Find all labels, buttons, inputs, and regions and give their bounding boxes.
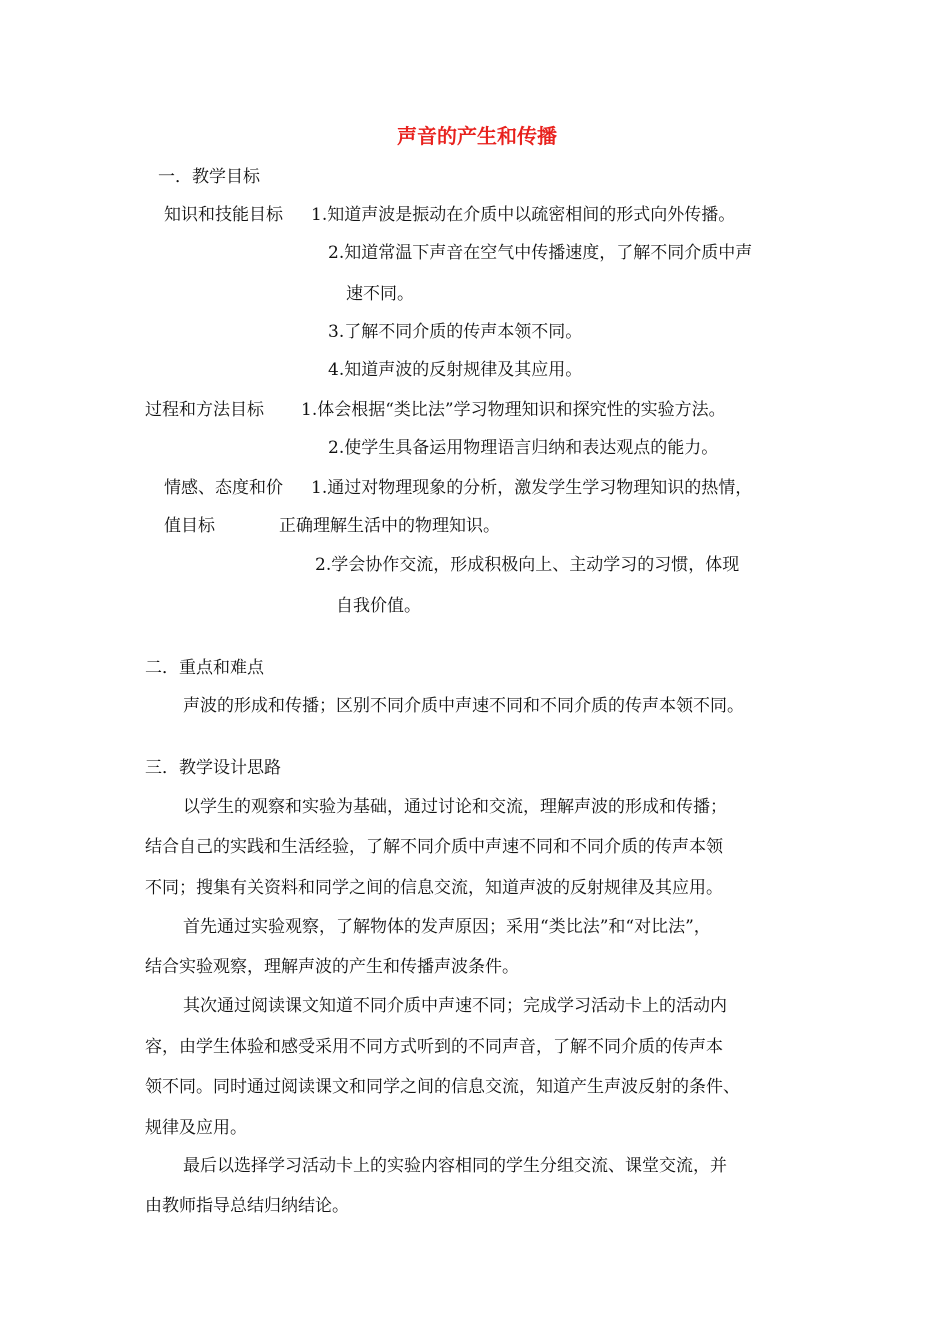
paragraph-line: 最后以选择学习活动卡上的实验内容相同的学生分组交流、课堂交流，并: [183, 1156, 727, 1176]
paragraph-line: 其次通过阅读课文知道不同介质中声速不同；完成学习活动卡上的活动内: [183, 996, 727, 1016]
emotion-goal-label: 值目标: [164, 516, 215, 536]
paragraph-line: 不同；搜集有关资料和同学之间的信息交流，知道声波的反射规律及其应用。: [145, 878, 723, 898]
process-goal-item: 2.使学生具备运用物理语言归纳和表达观点的能力。: [328, 438, 719, 458]
emotion-goal-item: 正确理解生活中的物理知识。: [279, 516, 500, 536]
knowledge-goal-label: 知识和技能目标: [164, 205, 283, 225]
knowledge-goal-item: 4.知道声波的反射规律及其应用。: [328, 360, 583, 380]
process-goal-label: 过程和方法目标: [145, 400, 264, 420]
section3-heading: 三．教学设计思路: [145, 758, 281, 778]
knowledge-goal-item: 2.知道常温下声音在空气中传播速度，了解不同介质中声: [328, 243, 753, 263]
process-goal-item: 1.体会根据“类比法”学习物理知识和探究性的实验方法。: [301, 400, 726, 420]
section1-heading: 一．教学目标: [158, 167, 260, 187]
emotion-goal-label: 情感、态度和价: [164, 478, 283, 498]
paragraph-line: 规律及应用。: [145, 1118, 247, 1138]
knowledge-goal-item: 1.知道声波是振动在介质中以疏密相间的形式向外传播。: [311, 205, 736, 225]
emotion-goal-item: 1.通过对物理现象的分析，激发学生学习物理知识的热情，: [311, 478, 753, 498]
paragraph-line: 容，由学生体验和感受采用不同方式听到的不同声音，了解不同介质的传声本: [145, 1037, 723, 1057]
paragraph-line: 由教师指导总结归纳结论。: [145, 1196, 349, 1216]
knowledge-goal-item: 速不同。: [346, 284, 414, 304]
paragraph-line: 结合自己的实践和生活经验，了解不同介质中声速不同和不同介质的传声本领: [145, 837, 723, 857]
document-title: 声音的产生和传播: [397, 124, 557, 148]
paragraph-line: 领不同。同时通过阅读课文和同学之间的信息交流，知道产生声波反射的条件、: [145, 1077, 740, 1097]
emotion-goal-item: 自我价值。: [336, 596, 421, 616]
paragraph-line: 以学生的观察和实验为基础，通过讨论和交流，理解声波的形成和传播；: [183, 797, 727, 817]
section2-text: 声波的形成和传播；区别不同介质中声速不同和不同介质的传声本领不同。: [183, 696, 744, 716]
paragraph-line: 结合实验观察，理解声波的产生和传播声波条件。: [145, 957, 519, 977]
emotion-goal-item: 2.学会协作交流，形成积极向上、主动学习的习惯，体现: [315, 555, 740, 575]
section2-heading: 二．重点和难点: [145, 658, 264, 678]
paragraph-line: 首先通过实验观察，了解物体的发声原因；采用“类比法”和“对比法”，: [183, 917, 711, 937]
knowledge-goal-item: 3.了解不同介质的传声本领不同。: [328, 322, 583, 342]
